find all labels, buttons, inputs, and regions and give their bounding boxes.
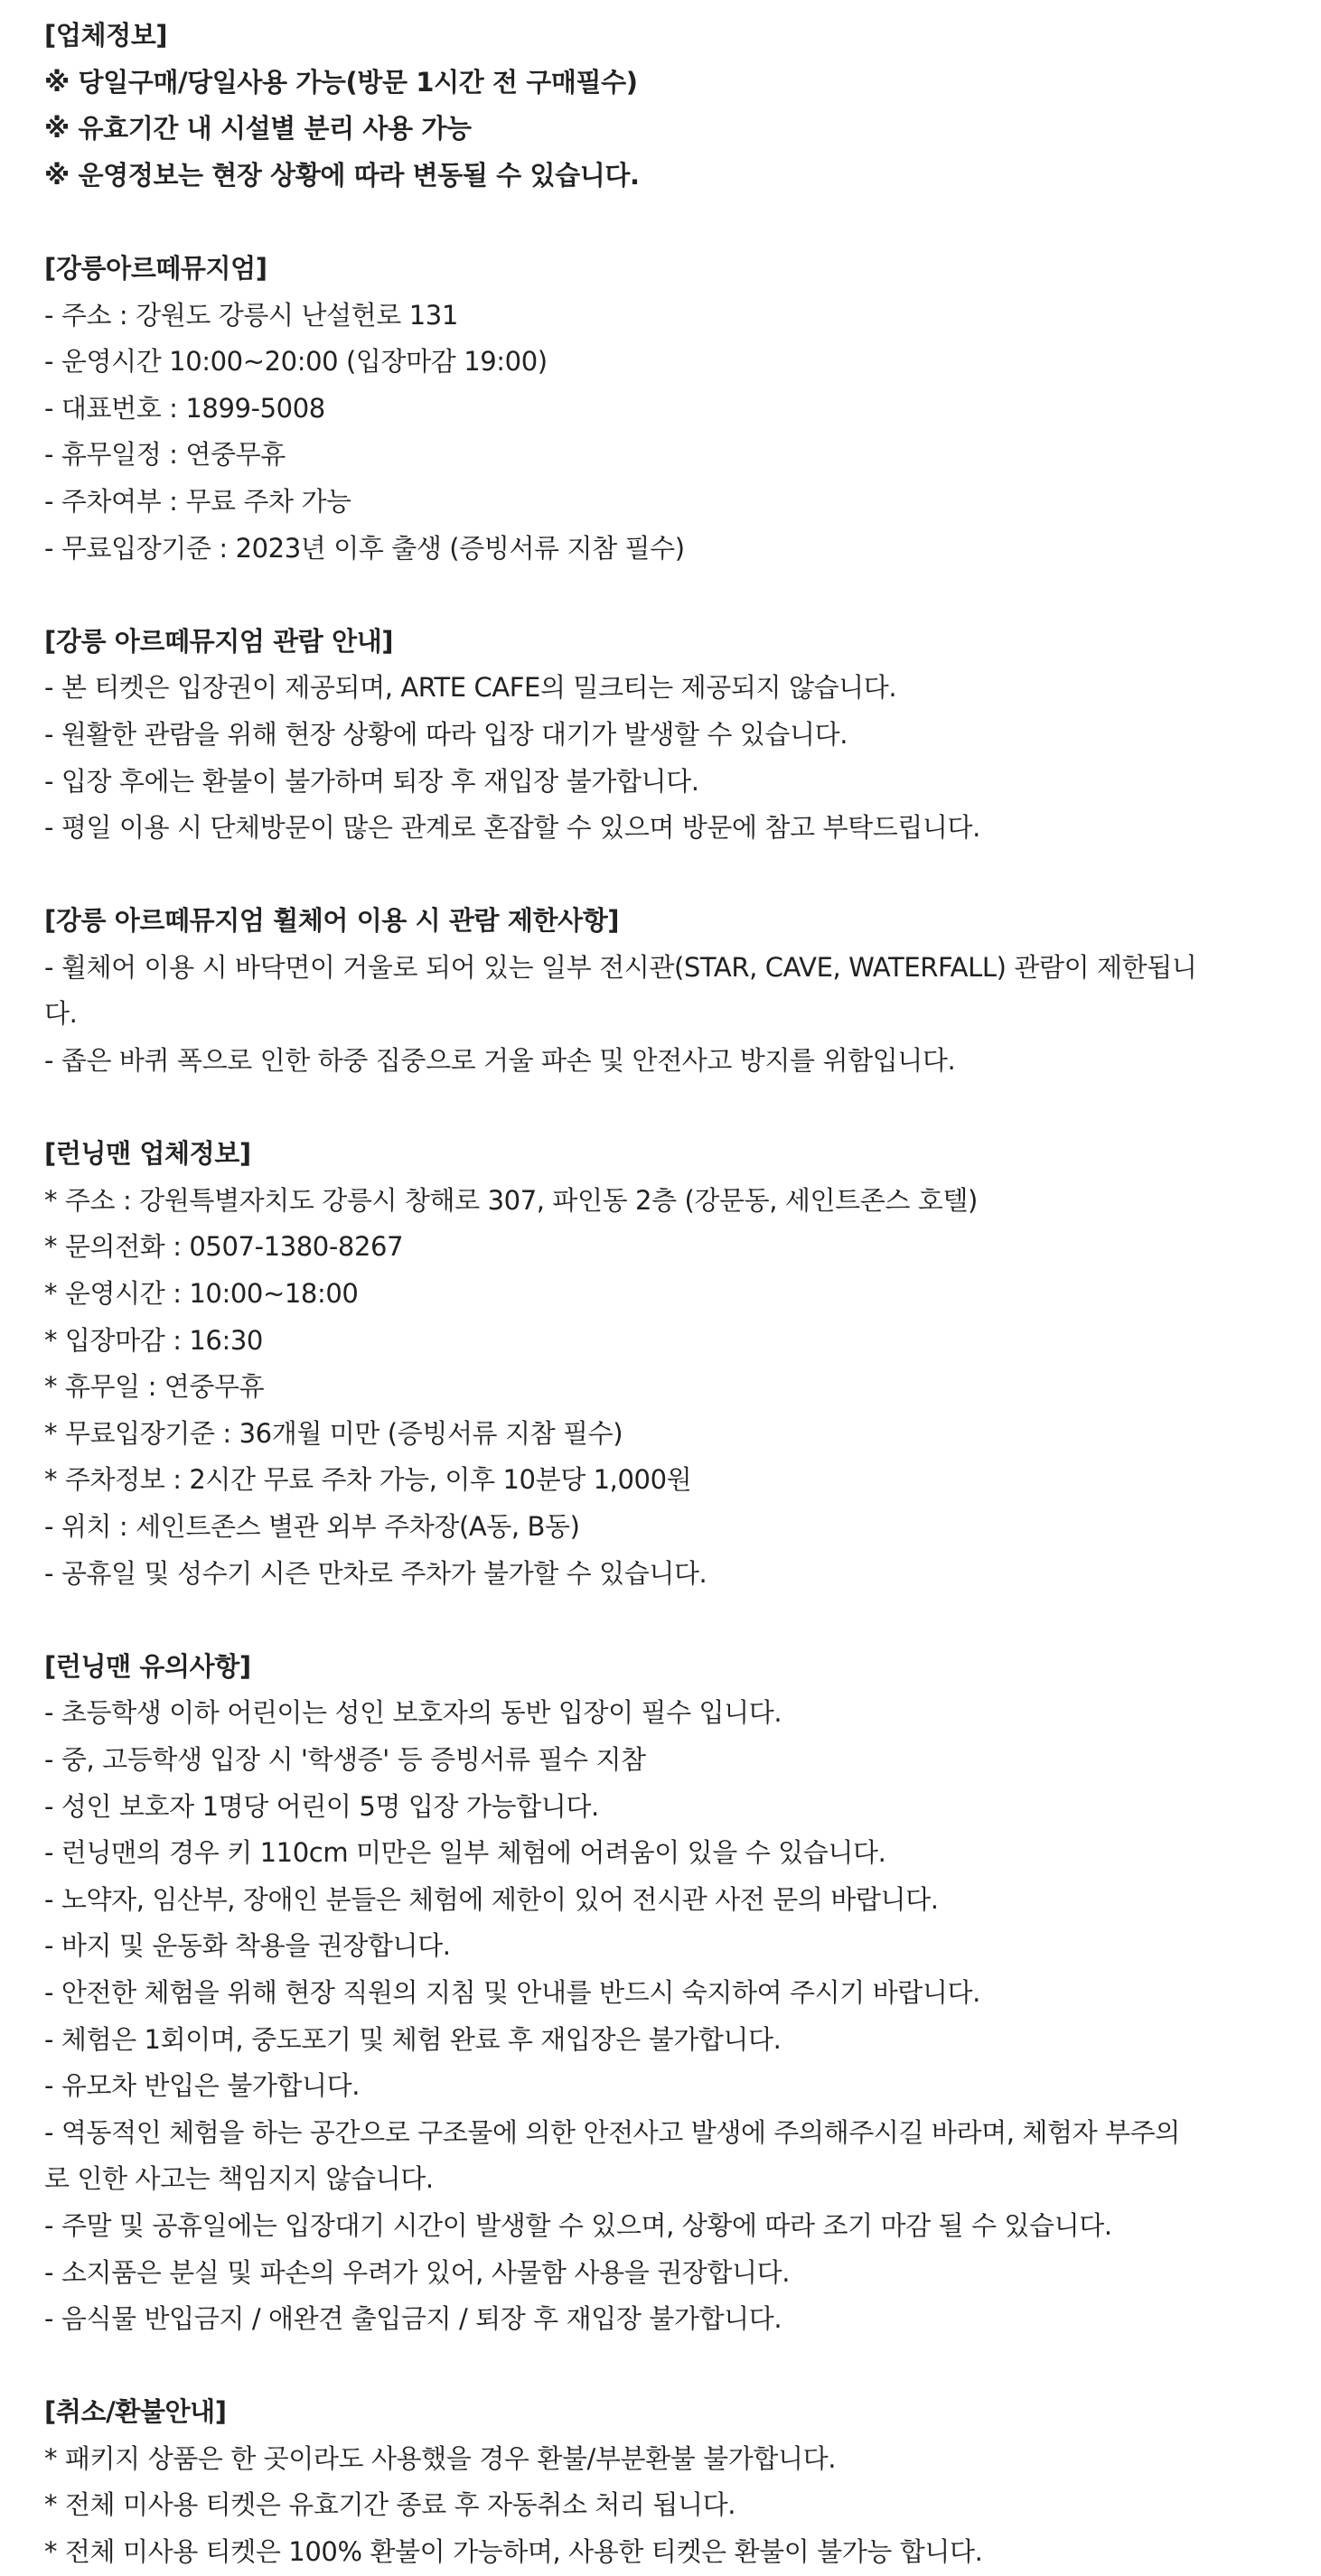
- info-line: * 운영시간 : 10:00~18:00: [44, 1278, 359, 1310]
- info-line: * 문의전화 : 0507-1380-8267: [44, 1231, 404, 1263]
- info-line: - 중, 고등학생 입장 시 '학생증' 등 증빙서류 필수 지참: [44, 1743, 646, 1775]
- blank-line: [44, 852, 1278, 899]
- info-line: * 입장마감 : 16:30: [44, 1324, 263, 1356]
- section-heading: [강릉 아르떼뮤지엄 관람 안내]: [44, 625, 394, 657]
- info-line: * 패키지 상품은 한 곳이라도 사용했을 경우 환불/부분환불 불가합니다.: [44, 2442, 837, 2474]
- blank-line: [44, 2343, 1278, 2390]
- blank-line: [44, 1597, 1278, 1644]
- info-line: - 평일 이용 시 단체방문이 많은 관계로 혼잡할 수 있으며 방문에 참고 부탁드립니다.: [44, 812, 980, 844]
- section-heading: [업체정보]: [44, 20, 168, 51]
- info-line: - 위치 : 세인트존스 별관 외부 주차장(A동, B동): [44, 1511, 580, 1542]
- info-line: - 운영시간 10:00~20:00 (입장마감 19:00): [44, 346, 548, 378]
- info-line: * 전체 미사용 티켓은 100% 환불이 가능하며, 사용한 티켓은 환불이 불가능 합니다.: [44, 2536, 983, 2568]
- section-heading: [런닝맨 업체정보]: [44, 1138, 251, 1170]
- blank-line: [44, 572, 1278, 619]
- info-line: - 원활한 관람을 위해 현장 상황에 따라 입장 대기가 발생할 수 있습니다.: [44, 718, 848, 750]
- info-line: - 유모차 반입은 불가합니다.: [44, 2070, 361, 2102]
- info-line: - 대표번호 : 1899-5008: [44, 392, 325, 424]
- section-heading: [취소/환불안내]: [44, 2396, 227, 2428]
- info-line: - 입장 후에는 환불이 불가하며 퇴장 후 재입장 불가합니다.: [44, 765, 699, 797]
- info-line: - 초등학생 이하 어린이는 성인 보호자의 동반 입장이 필수 입니다.: [44, 1697, 782, 1729]
- info-line: * 휴무일 : 연중무휴: [44, 1371, 265, 1403]
- info-line: - 본 티켓은 입장권이 제공되며, ARTE CAFE의 밀크티는 제공되지 않습니다.: [44, 672, 897, 704]
- blank-line: [44, 1085, 1278, 1132]
- info-line: - 휴무일정 : 연중무휴: [44, 439, 286, 471]
- section-heading: ※ 당일구매/당일사용 가능(방문 1시간 전 구매필수): [44, 66, 638, 98]
- info-line: - 주말 및 공휴일에는 입장대기 시간이 발생할 수 있으며, 상황에 따라 조기 마감 될 수 있습니다.: [44, 2209, 1112, 2241]
- info-line: - 주소 : 강원도 강릉시 난설헌로 131: [44, 299, 458, 331]
- info-line: - 음식물 반입금지 / 애완견 출입금지 / 퇴장 후 재입장 불가합니다.: [44, 2303, 782, 2335]
- info-line: - 역동적인 체험을 하는 공간으로 구조물에 의한 안전사고 발생에 주의해주시길 바라며, 체험자 부주의: [44, 2116, 1180, 2148]
- info-line: - 주차여부 : 무료 주차 가능: [44, 485, 351, 517]
- info-line: - 노약자, 임산부, 장애인 분들은 체험에 제한이 있어 전시관 사전 문의 바랍니다.: [44, 1883, 939, 1915]
- info-line: - 휠체어 이용 시 바닥면이 거울로 되어 있는 일부 전시관(STAR, CAVE, WATERFALL) 관람이 제한됩니: [44, 951, 1197, 983]
- info-line: - 체험은 1회이며, 중도포기 및 체험 완료 후 재입장은 불가합니다.: [44, 2023, 782, 2055]
- info-line: - 무료입장기준 : 2023년 이후 출생 (증빙서류 지참 필수): [44, 532, 685, 564]
- info-line: * 주소 : 강원특별자치도 강릉시 창해로 307, 파인동 2층 (강문동, 세인트존스 호텔): [44, 1184, 978, 1216]
- info-line: 로 인한 사고는 책임지지 않습니다.: [44, 2163, 434, 2195]
- info-line: - 바지 및 운동화 착용을 권장합니다.: [44, 1930, 451, 1962]
- info-line: * 무료입장기준 : 36개월 미만 (증빙서류 지참 필수): [44, 1417, 623, 1449]
- info-line: * 주차정보 : 2시간 무료 주차 가능, 이후 10분당 1,000원: [44, 1464, 692, 1496]
- info-line: - 런닝맨의 경우 키 110cm 미만은 일부 체험에 어려움이 있을 수 있습니다.: [44, 1837, 886, 1869]
- info-line: - 소지품은 분실 및 파손의 우려가 있어, 사물함 사용을 권장합니다.: [44, 2256, 791, 2288]
- section-heading: ※ 운영정보는 현장 상황에 따라 변동될 수 있습니다.: [44, 159, 640, 191]
- info-line: - 성인 보호자 1명당 어린이 5명 입장 가능합니다.: [44, 1790, 599, 1822]
- blank-line: [44, 199, 1278, 246]
- section-heading: [강릉아르떼뮤지엄]: [44, 252, 267, 284]
- section-heading: [강릉 아르떼뮤지엄 휠체어 이용 시 관람 제한사항]: [44, 905, 620, 937]
- info-line: - 안전한 체험을 위해 현장 직원의 지침 및 안내를 반드시 숙지하여 주시기 바랍니다.: [44, 1976, 980, 2008]
- section-heading: ※ 유효기간 내 시설별 분리 사용 가능: [44, 113, 472, 145]
- section-heading: [런닝맨 유의사항]: [44, 1650, 251, 1682]
- info-line: - 좁은 바퀴 폭으로 인한 하중 집중으로 거울 파손 및 안전사고 방지를 위함입니다.: [44, 1045, 956, 1077]
- info-line: 다.: [44, 998, 78, 1030]
- info-line: * 전체 미사용 티켓은 유효기간 종료 후 자동취소 처리 됩니다.: [44, 2489, 736, 2521]
- info-line: - 공휴일 및 성수기 시즌 만차로 주차가 불가할 수 있습니다.: [44, 1557, 707, 1589]
